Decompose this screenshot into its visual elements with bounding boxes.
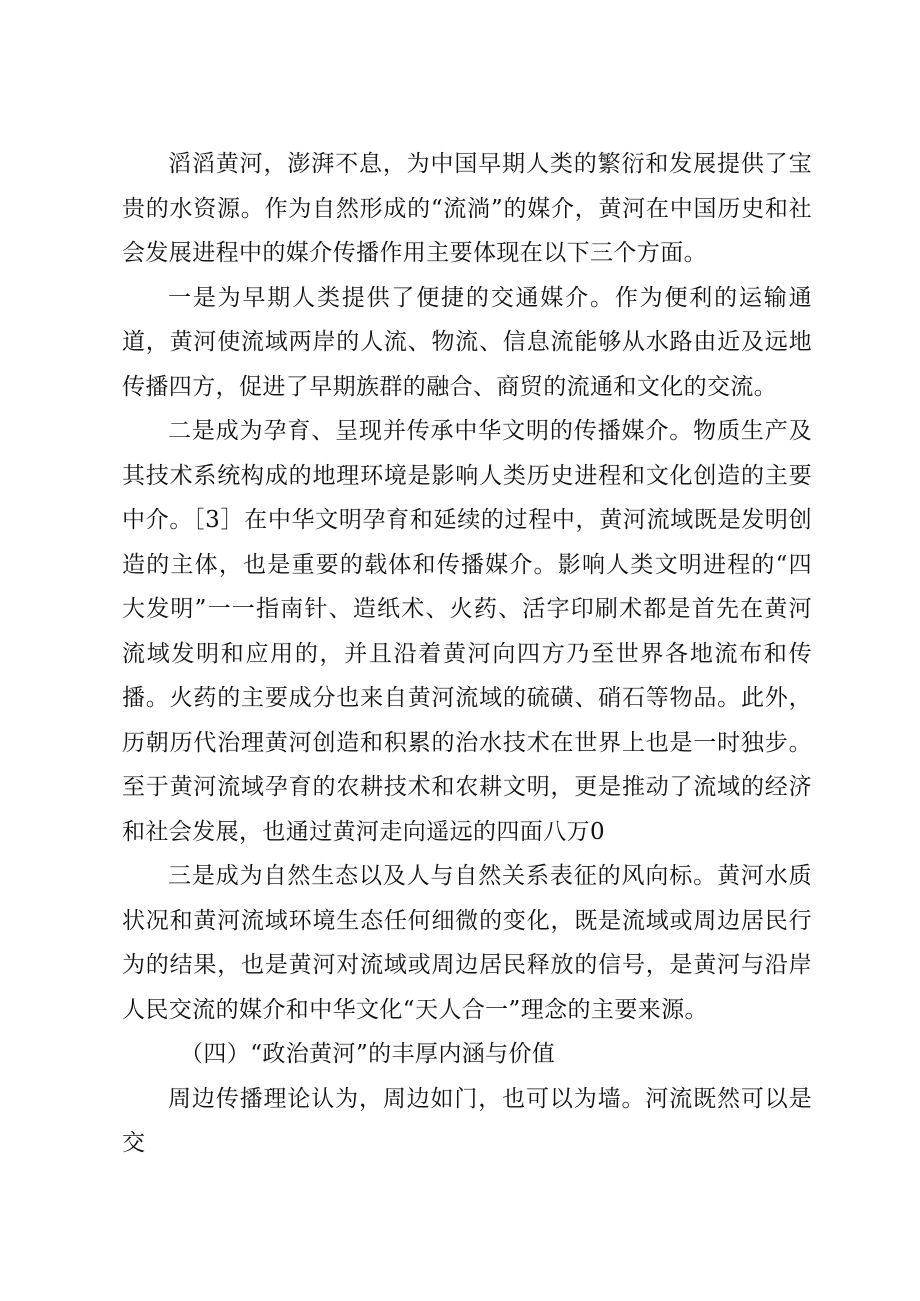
paragraph-point-two: 二是成为孕育、呈现并传承中华文明的传播媒介。物质生产及其技术系统构成的地理环境是影响人类历史进程和文化创造的主要中介。［3］在中华文明孕育和延续的过程中，黄河流域既是发明创造的主体，也是重要的载体和传播媒介。影响人类文明进程的“四大发明”一一指南针、造纸术、火药、活字印刷术都是首先在黄河流域发明和应用的，并且沿着黄河向四方乃至世界各地流布和传播。火药的主要成分也来自黄河流域的硫磺、硝石等物品。此外，历朝历代治理黄河创造和积累的治水技术在世界上也是一时独步。至于黄河流域孕育的农耕技术和农耕文明，更是推动了流域的经济和社会发展，也通过黄河走向遥远的四面八万0: [122, 418, 812, 845]
paragraph-point-one: 一是为早期人类提供了便捷的交通媒介。作为便利的运输通道，黄河使流域两岸的人流、物流、信息流能够从水路由近及远地传播四方，促进了早期族群的融合、商贸的流通和文化的交流。: [122, 284, 812, 400]
paragraph-point-three: 三是成为自然生态以及人与自然关系表征的风向标。黄河水质状况和黄河流域环境生态任何细微的变化，既是流域或周边居民行为的结果，也是黄河对流域或周边居民释放的信号，是黄河与沿岸人民交流的媒介和中华文化“天人合一”理念的主要来源。: [122, 863, 812, 1023]
section-heading: （四）“政治黄河”的丰厚内涵与价值: [180, 1041, 556, 1067]
paragraph-continued: 周边传播理论认为，周边如门，也可以为墙。河流既然可以是交: [122, 1085, 812, 1156]
document-body: [122, 142, 812, 1166]
paragraph-intro: 滔滔黄河，澎湃不息，为中国早期人类的繁衍和发展提供了宝贵的水资源。作为自然形成的“流淌”的媒介，黄河在中国历史和社会发展进程中的媒介传播作用主要体现在以下三个方面。: [122, 151, 812, 266]
